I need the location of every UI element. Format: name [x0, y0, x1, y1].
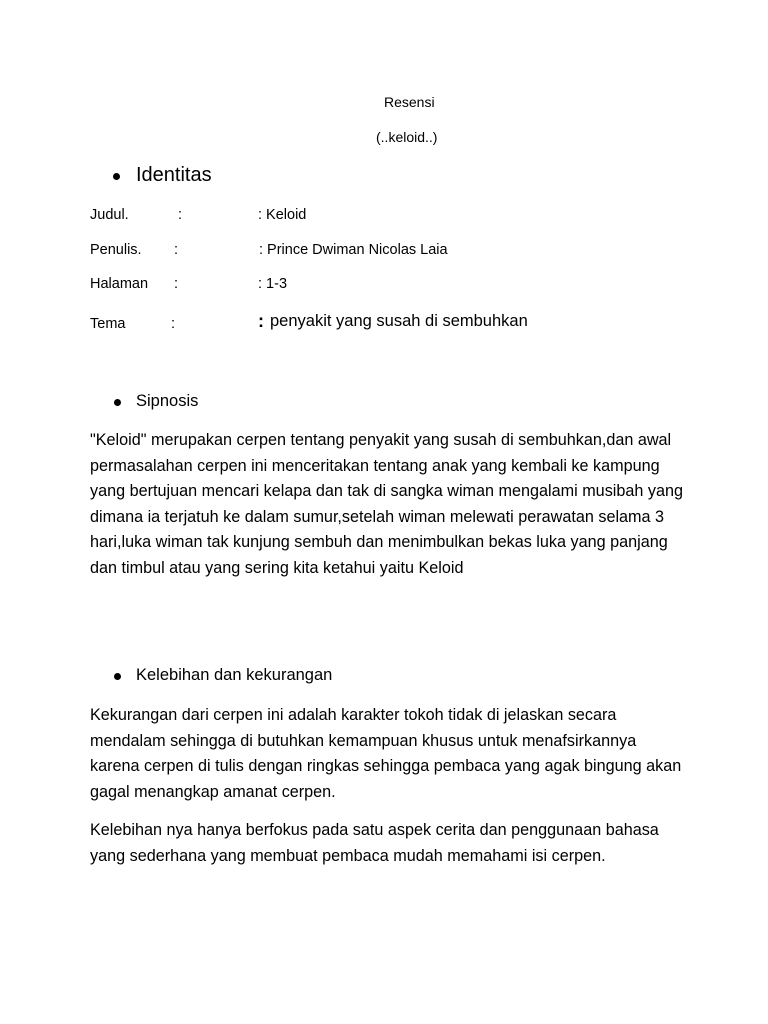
identitas-value-tema: penyakit yang susah di sembuhkan [270, 312, 528, 330]
identitas-label-judul: Judul. [90, 207, 129, 223]
identitas-sep-penulis: : [174, 242, 179, 258]
bullet-icon [113, 173, 120, 180]
identitas-label-halaman: Halaman [90, 276, 149, 292]
kelebihan-heading: Kelebihan dan kekurangan [136, 666, 333, 684]
identitas-sep-judul: : [178, 207, 183, 223]
bullet-icon [114, 399, 121, 406]
identitas-tema-colon: : [258, 311, 264, 331]
sinopsis-paragraph [90, 428, 690, 581]
sinopsis-tail: Keloid [418, 558, 464, 577]
document-title: Resensi [384, 94, 435, 110]
identitas-heading: Identitas [136, 164, 212, 186]
kelebihan-paragraph: Kelebihan nya hanya berfokus pada satu aspek cerita dan penggunaan bahasa yang sederhana yang membuat pembaca mudah memahami isi cerpen. [90, 821, 659, 865]
identitas-value-judul: : Keloid [258, 207, 307, 223]
identitas-value-halaman: : 1-3 [258, 276, 288, 292]
identitas-label-penulis: Penulis. [90, 242, 142, 258]
identitas-label-tema: Tema [90, 316, 126, 332]
sinopsis-heading: Sipnosis [136, 392, 199, 410]
sinopsis-body: merupakan cerpen tentang penyakit yang susah di sembuhkan,dan awal permasalahan cerpen ini menceritakan tentang anak yang kembali ke kampung yang bertujuan mencari kelapa dan tak di sangka wiman mengalami musibah yang dimana ia terjatuh ke dalam sumur,setelah wiman melewati perawatan selama 3 hari,luka wiman tak kunjung sembuh dan menimbulkan bekas luka yang panjang dan timbul atau yang sering kita ketahui yaitu [90, 431, 683, 577]
identitas-sep-tema: : [171, 316, 176, 332]
bullet-icon [114, 673, 121, 680]
kekurangan-paragraph: Kekurangan dari cerpen ini adalah karakter tokoh tidak di jelaskan secara mendalam sehingga di butuhkan kemampuan khusus untuk menafsirkannya karena cerpen di tulis dengan ringkas sehingga pembaca yang agak bingung akan gagal menangkap amanat cerpen. [90, 706, 682, 801]
identitas-value-penulis: : Prince Dwiman Nicolas Laia [259, 242, 448, 258]
identitas-sep-halaman: : [174, 276, 179, 292]
document-subtitle: (..keloid..) [376, 129, 438, 145]
sinopsis-lead: "Keloid" [90, 431, 147, 449]
